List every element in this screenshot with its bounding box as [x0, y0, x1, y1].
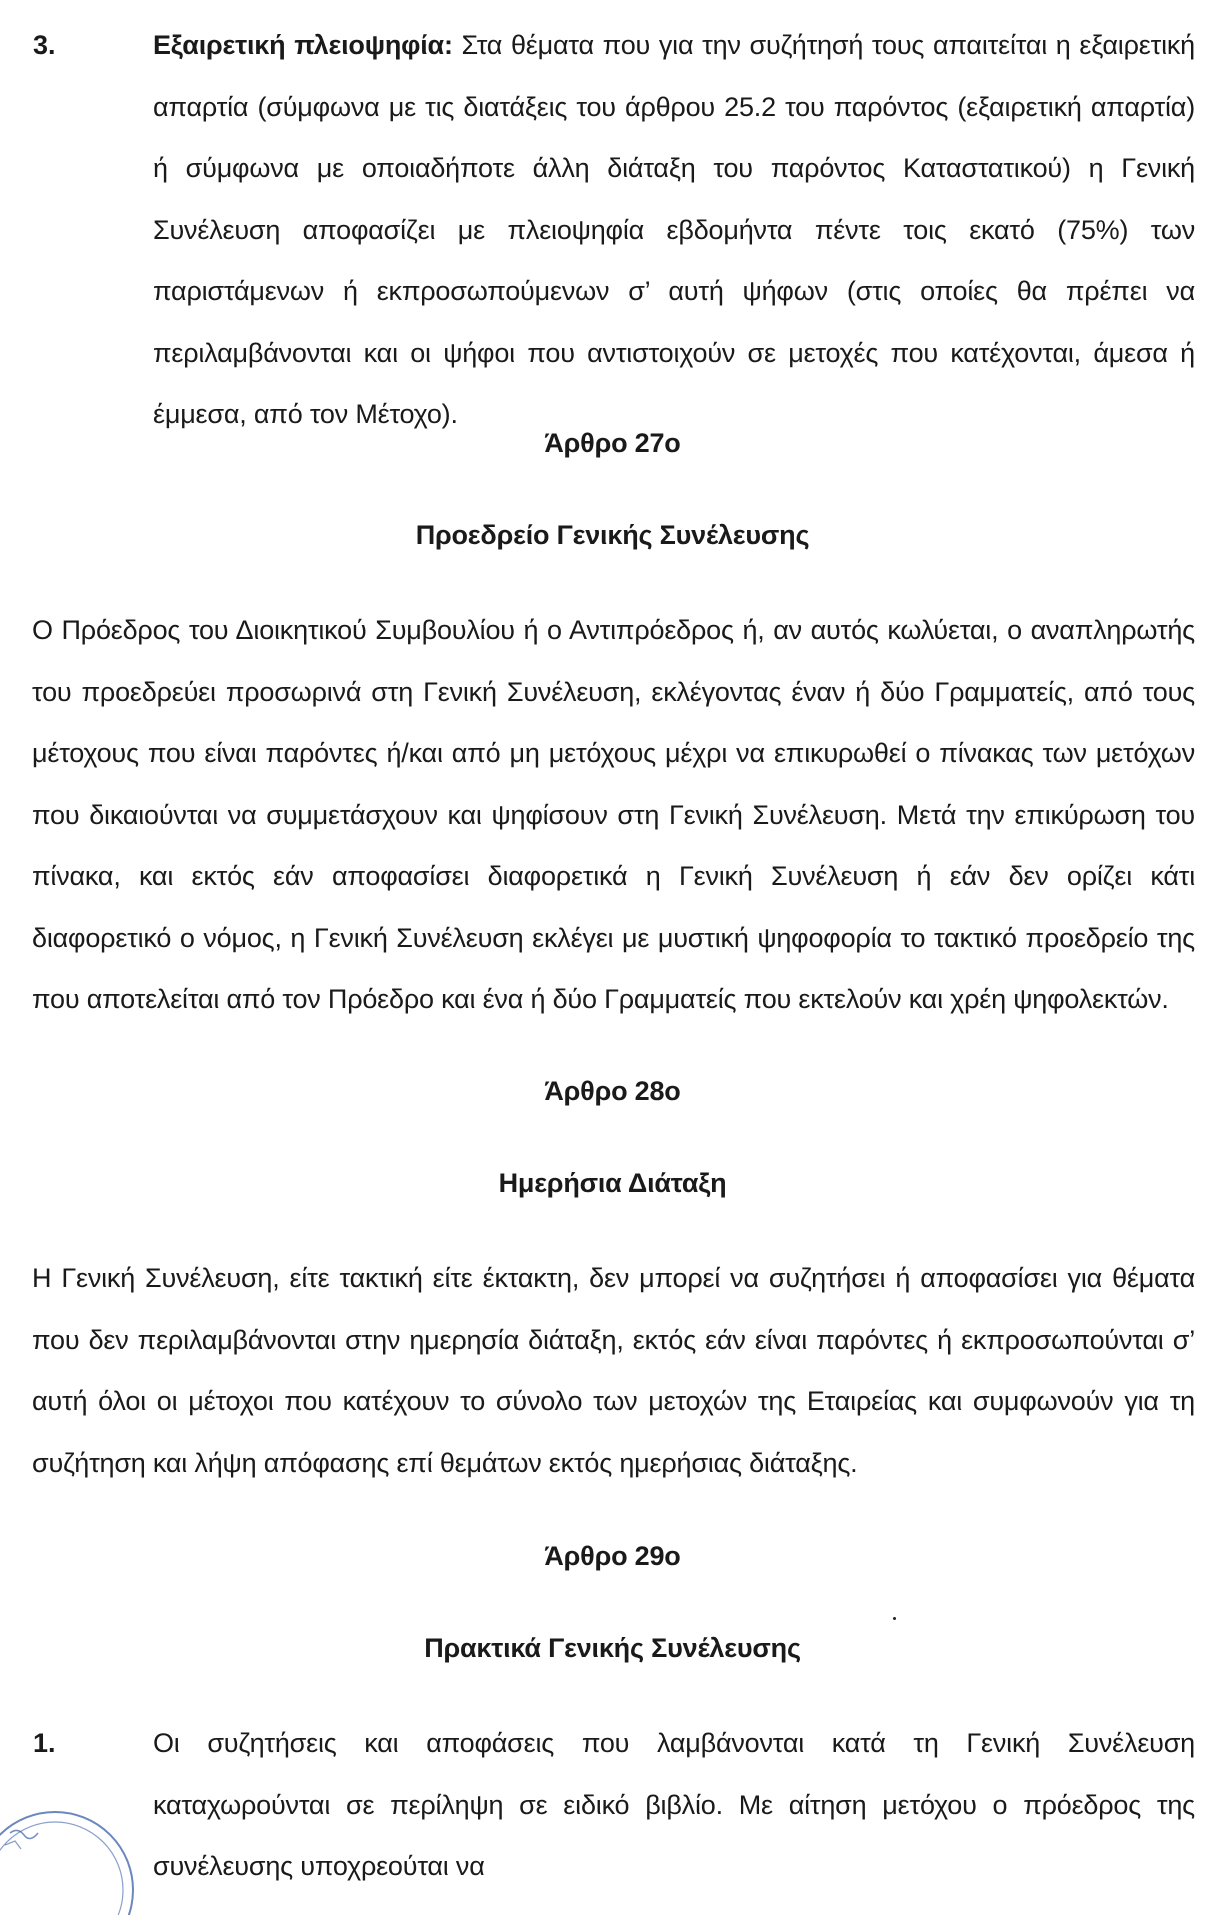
section-paragraph	[153, 15, 1195, 446]
item-number: 1.	[33, 1728, 56, 1758]
article-28-title: Ημερήσια Διάταξη	[498, 1168, 727, 1198]
section-text: Στα θέματα που για την συζήτησή τους απαιτείται η εξαιρετική απαρτία (σύμφωνα με τις διατάξεις του άρθρου 25.2 του παρόντος (εξαιρετική απαρτία) ή σύμφωνα με οποιαδήποτε άλλη διάταξη του παρόντος Καταστατικού) η Γενική Συνέλευση αποφασίζει με πλειοψηφία εβδομήντα πέντε τοις εκατό (75%) των παριστάμενων ή εκπροσωπούμενων σ’ αυτή ψήφων (στις οποίες θα πρέπει να περιλαμβάνονται και οι ψήφοι που αντιστοιχούν σε μετοχές που κατέχονται, άμεσα ή έμμεσα, από τον Μέτοχο).	[153, 30, 1195, 429]
article-27-number: Άρθρο 27ο	[544, 428, 681, 458]
article-28-paragraph: Η Γενική Συνέλευση, είτε τακτική είτε έκτακτη, δεν μπορεί να συζητήσει ή αποφασίσει για θέματα που δεν περιλαμβάνονται στην ημερησία διάταξη, εκτός εάν είναι παρόντες ή εκπροσωπούνται σ’ αυτή όλοι οι μέτοχοι που κατέχουν το σύνολο των μετοχών της Εταιρείας και συμφωνούν για τη συζήτηση και λήψη απόφασης επί θεμάτων εκτός ημερήσιας διάταξης.	[32, 1263, 1195, 1478]
article-29-number: Άρθρο 29ο	[544, 1541, 681, 1571]
section-number: 3.	[33, 30, 56, 60]
section-term: Εξαιρετική πλειοψηφία:	[153, 30, 453, 60]
stamp-icon	[0, 1795, 140, 1915]
article-28-number: Άρθρο 28ο	[544, 1076, 681, 1106]
article-27-title: Προεδρείο Γενικής Συνέλευσης	[415, 520, 810, 550]
article-27-paragraph: Ο Πρόεδρος του Διοικητικού Συμβουλίου ή ο Αντιπρόεδρος ή, αν αυτός κωλύεται, ο αναπληρωτής του προεδρεύει προσωρινά στη Γενική Συνέλευση, εκλέγοντας έναν ή δύο Γραμματείς, από τους μέτοχους που είναι παρόντες ή/και από μη μετόχους μέχρι να επικυρωθεί ο πίνακας των μετόχων που δικαιούνται να συμμετάσχουν και ψηφίσουν στη Γενική Συνέλευση. Μετά την επικύρωση του πίνακα, και εκτός εάν αποφασίσει διαφορετικά η Γενική Συνέλευση ή εάν δεν ορίζει κάτι διαφορετικό ο νόμος, η Γενική Συνέλευση εκλέγει με μυστική ψηφοφορία το τακτικό προεδρείο της που αποτελείται από τον Πρόεδρο και ένα ή δύο Γραμματείς που εκτελούν και χρέη ψηφολεκτών.	[32, 615, 1195, 1014]
speck-mark	[893, 1617, 896, 1620]
article-29-paragraph: Οι συζητήσεις και αποφάσεις που λαμβάνονται κατά τη Γενική Συνέλευση καταχωρούνται σε περίληψη σε ειδικό βιβλίο. Με αίτηση μετόχου ο πρόεδρος της συνέλευσης υποχρεούται να	[153, 1728, 1195, 1881]
article-29-title: Πρακτικά Γενικής Συνέλευσης	[424, 1633, 801, 1663]
